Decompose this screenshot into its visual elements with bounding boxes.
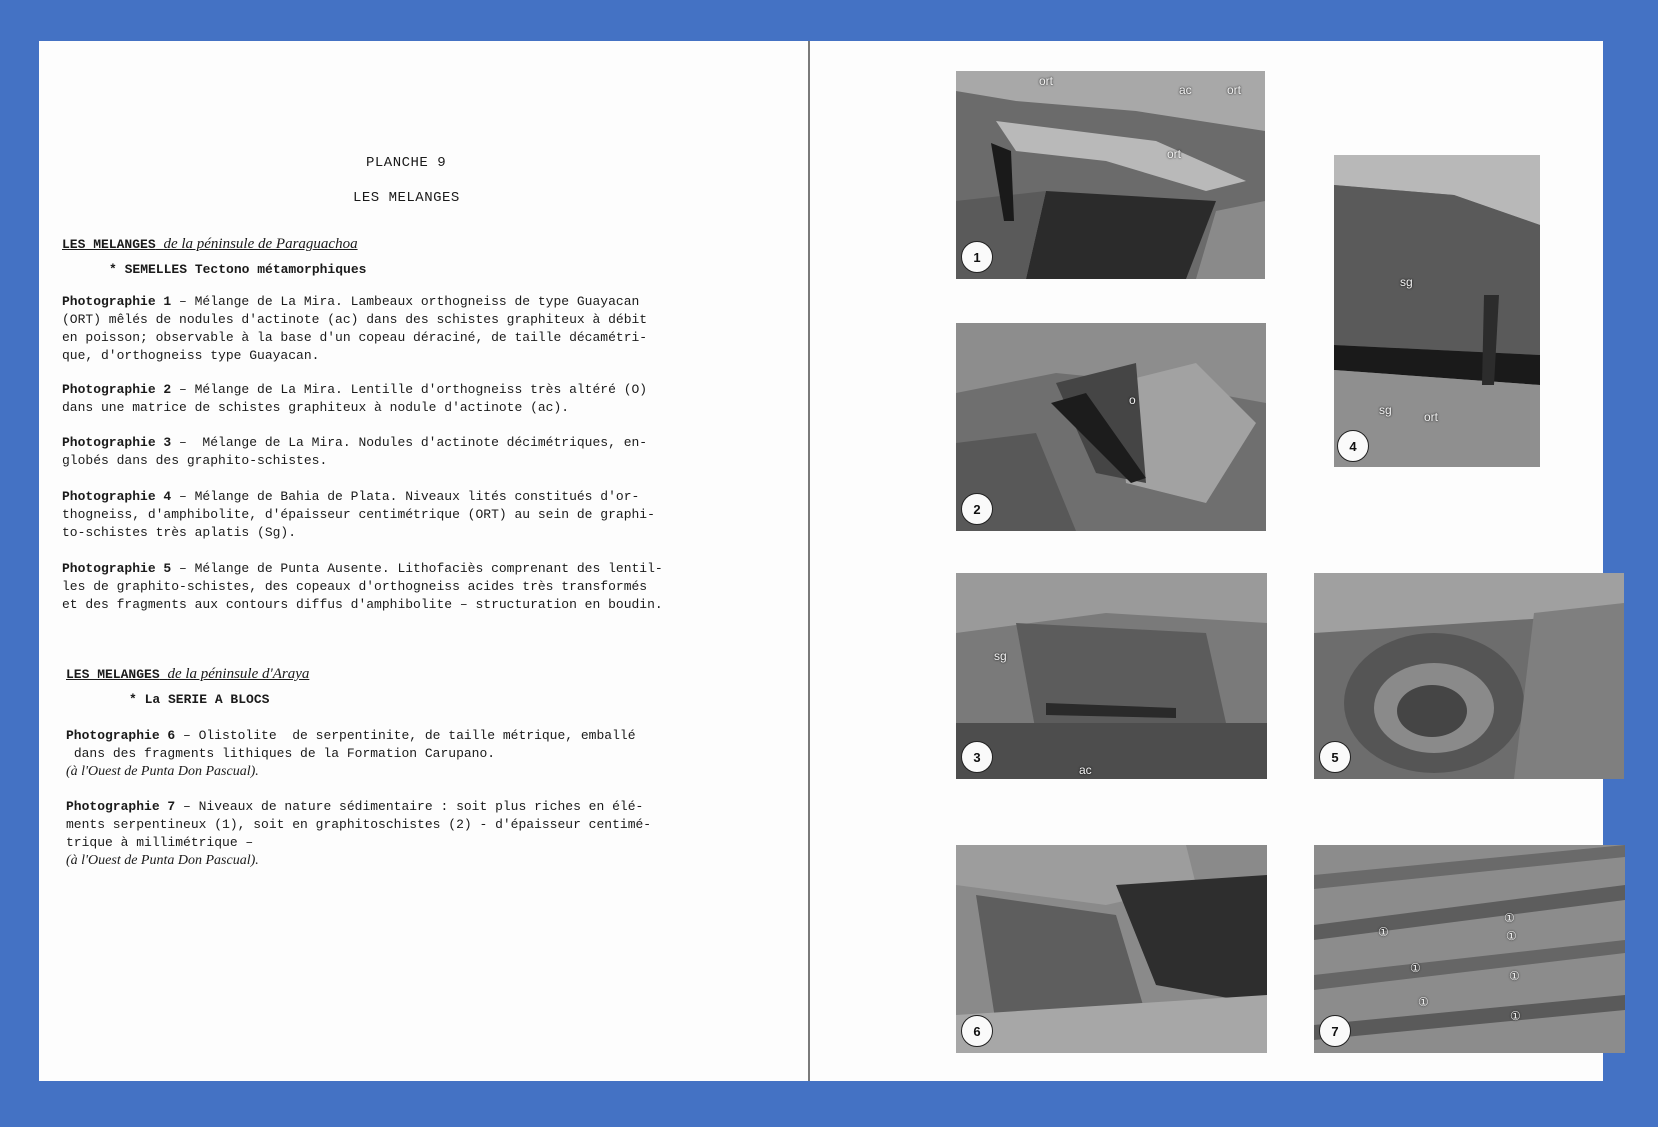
- photo-caption-5: Photographie 5 – Mélange de Punta Ausente. Lithofaciès comprenant des lentil- les de graphito-schistes, des copeaux d'orthogneiss acides très transformés et des fragments aux contours diffus d'amphibolite – structuration en boudin.: [62, 561, 663, 612]
- photo-number-badge: 3: [961, 741, 993, 773]
- text-page: [39, 41, 808, 1081]
- photo-page: [810, 41, 1603, 1081]
- photo-label: ①: [1506, 929, 1517, 943]
- photo-7: [1314, 845, 1625, 1053]
- photo-label: ort: [1424, 410, 1439, 424]
- photo-caption-2: Photographie 2 – Mélange de La Mira. Lentille d'orthogneiss très altéré (O) dans une matrice de schistes graphiteux à nodule d'actinote (ac).: [62, 382, 648, 415]
- photo-6: [956, 845, 1267, 1053]
- photo-4: [1334, 155, 1540, 467]
- photo-label: ①: [1504, 911, 1515, 925]
- photo-1: [956, 71, 1265, 279]
- photo-caption-3: Photographie 3 – Mélange de La Mira. Nodules d'actinote décimétriques, en- globés dans des graphito-schistes.: [62, 435, 648, 468]
- plate-subtitle: LES MELANGES: [353, 190, 460, 206]
- photo-label: ort: [1167, 147, 1182, 161]
- photo-label: ①: [1509, 969, 1520, 983]
- subheading-semelles: * SEMELLES Tectono métamorphiques: [109, 262, 367, 277]
- photo-label: ①: [1378, 925, 1389, 939]
- photo-caption-1: Photographie 1 – Mélange de La Mira. Lambeaux orthogneiss de type Guayacan (ORT) mêlés de nodules d'actinote (ac) dans des schistes graphiteux à débit en poisson; observable à la base d'un copeau déraciné, de taille décamétri- que, d'orthogneiss type Guayacan.: [62, 294, 648, 363]
- photo-label: ac: [1179, 83, 1192, 97]
- photo-number-badge: 1: [961, 241, 993, 273]
- section-heading-araya: LES MELANGES de la péninsule d'Araya: [66, 666, 310, 682]
- photo-5: [1314, 573, 1624, 779]
- photo-label: ①: [1418, 995, 1429, 1009]
- photo-3: [956, 573, 1267, 779]
- photo-label: o: [1129, 393, 1136, 407]
- subheading-serie-a-blocs: * La SERIE A BLOCS: [129, 692, 270, 707]
- photo-caption-4: Photographie 4 – Mélange de Bahia de Plata. Niveaux lités constitués d'or- thogneiss, d'amphibolite, d'épaisseur centimétrique (ORT) au sein de graphi- to-schistes très aplatis (Sg).: [62, 489, 655, 540]
- photo-2: [956, 323, 1266, 531]
- photo-label: sg: [994, 649, 1007, 663]
- photo-label: ac: [1079, 763, 1092, 777]
- photo-number-badge: 7: [1319, 1015, 1351, 1047]
- section-heading-paraguachoa: LES MELANGES de la péninsule de Paraguachoa: [62, 236, 358, 252]
- photo-label: sg: [1379, 403, 1392, 417]
- photo-label: ort: [1039, 74, 1054, 88]
- photo-caption-7: Photographie 7 – Niveaux de nature sédimentaire : soit plus riches en élé- ments serpentineux (1), soit en graphitoschistes (2) - d'épaisseur centimé- trique à millimétrique – (à l'Ouest de Punta Don Pascual).: [66, 799, 652, 868]
- photo-number-badge: 4: [1337, 430, 1369, 462]
- photo-label: ①: [1410, 961, 1421, 975]
- photo-label: ort: [1227, 83, 1242, 97]
- photo-number-badge: 6: [961, 1015, 993, 1047]
- photo-number-badge: 2: [961, 493, 993, 525]
- photo-label: ①: [1510, 1009, 1521, 1023]
- photo-label: sg: [1400, 275, 1413, 289]
- plate-title: PLANCHE 9: [366, 155, 447, 171]
- document-sheet: [39, 41, 1603, 1081]
- photo-caption-6: Photographie 6 – Olistolite de serpentinite, de taille métrique, emballé dans des fragments lithiques de la Formation Carupano. (à l'Ouest de Punta Don Pascual).: [66, 728, 636, 779]
- photo-number-badge: 5: [1319, 741, 1351, 773]
